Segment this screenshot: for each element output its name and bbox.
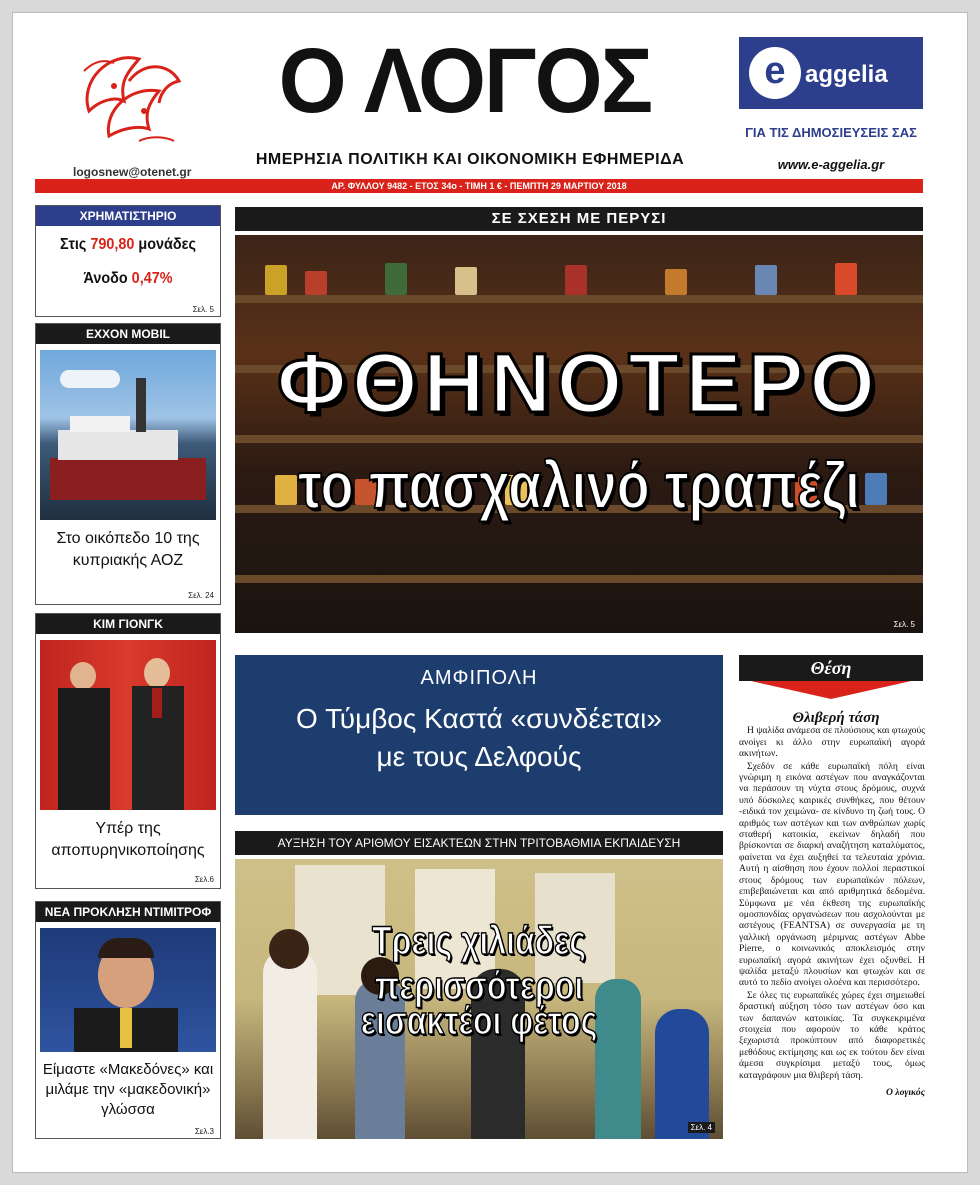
leaders-photo	[40, 640, 216, 810]
editorial-title: Θλιβερή τάση	[792, 710, 880, 726]
education-headline-1: Τρεις χιλιάδες περισσότεροι	[372, 919, 586, 1008]
exxon-text: Στο οικόπεδο 10 της κυπριακής ΑΟΖ	[56, 530, 200, 569]
dimitrov-photo	[40, 928, 216, 1052]
editorial-column	[739, 710, 925, 1099]
newspaper-tagline: ΗΜΕΡΗΣΙΑ ΠΟΛΙΤΙΚΗ ΚΑΙ ΟΙΚΟΝΟΜΙΚΗ ΕΦΗΜΕΡΙΔΑ	[255, 151, 685, 168]
editorial-paragraph: Σε όλες τις ευρωπαϊκές χώρες έχει σημειωθεί δραστική αύξηση τόσο των αστέγων όσο και των δαπανών κατοικίας. Τα συγκεκριμένα στοιχεία που αφορούν το κάθε κράτος ξεχωριστά προκύπτουν από διαφορετικές μεθόδους εκτίμησης και ως εκ τούτου δεν είναι άμεσα συγκρίσιμα μεταξύ τους, όμως καταγράφουν μια θλιβερή τάση.	[739, 989, 925, 1081]
editorial-signature: Ο λογικός	[885, 1087, 925, 1098]
ad-url[interactable]: www.e-aggelia.gr	[777, 157, 885, 172]
supermarket-photo[interactable]	[235, 235, 923, 633]
newspaper-title: Ο ΛΟΓΟΣ	[278, 30, 652, 132]
amfipoli-kicker: ΑΜΦΙΠΟΛΗ	[420, 667, 538, 689]
education-kicker: ΑΥΞΗΣΗ ΤΟΥ ΑΡΙΘΜΟΥ ΕΙΣΑΚΤΕΩΝ ΣΤΗΝ ΤΡΙΤΟΒΑΘΜΙΑ ΕΚΠΑΙΔΕΥΣΗ	[235, 831, 723, 855]
editorial-paragraph: Σχεδόν σε κάθε ευρωπαϊκή πόλη είναι γνώριμη η εικόνα αστέγων που αναγκάζονται να περάσουν τη νύχτα στους δρόμους, συχνά υπό δύσκολες καιρικές συνθήκες, που θέτουν -ειδικά τον χειμώνα- σε κίνδυνο τη ζωή τους. Ο αριθμός των αστέγων και των ανθρώπων χωρίς σταθερή κατοικία, εκείνων δηλαδή που βρίσκονται σε διαρκή αναζήτηση καταλύματος, φαίνεται να έχει αυξηθεί τα τελευταία χρόνια. Αυτή η αίσθηση που έχουν πολλοί περαστικοί στους δρόμους των ευρωπαϊκών πόλεων, επιβεβαιώνεται και από αριθμητικά δεδομένα. Σύμφωνα με νέα έκθεση της ευρωπαϊκής ομοσπονδίας οργανώσεων που ασχολούνται με αστέγους (FEANTSA) σε συνεργασία με τη γαλλική οργάνωση μέριμνας αστέγων Abbe Pierre, ο κοινωνικός αποκλεισμός στην ευρωπαϊκή αγορά ακινήτων έχει οξυνθεί. Η ψαλίδα μεταξύ πλουσίων και φτωχών και σε αυτό το πεδίο ανοίγει ολοένα και περισσότερο.	[739, 760, 925, 989]
issue-info-bar: ΑΡ. ΦΥΛΛΟΥ 9482 - ΕΤΟΣ 34ο - ΤΙΜΗ 1 € - ΠΕΜΠΤΗ 29 ΜΑΡΤΙΟΥ 2018	[35, 179, 923, 193]
kim-text: Υπέρ της αποπυρηνικοποίησης	[51, 820, 205, 859]
market-change-line: Άνοδο 0,47%	[83, 270, 173, 287]
ad-brand-name: aggelia	[805, 61, 888, 88]
lead-kicker: ΣΕ ΣΧΕΣΗ ΜΕ ΠΕΡΥΣΙ	[235, 207, 923, 231]
faces-logo-icon	[69, 41, 189, 159]
e-aggelia-ad[interactable]	[739, 37, 923, 109]
editorial-paragraph: Η ψαλίδα ανάμεσα σε πλούσιους και φτωχούς ανοίγει κι άλλο στην ευρωπαϊκή αγορά ακινήτων.	[739, 725, 925, 760]
page-ref: Σελ. 4	[688, 1122, 715, 1133]
amfipoli-headline-1: Ο Τύμβος Καστά «συνδέεται»	[296, 703, 662, 734]
market-index-value: 790,80	[90, 236, 135, 253]
amfipoli-story[interactable]	[235, 655, 723, 815]
newspaper-front-page	[12, 12, 968, 1173]
page-ref: Σελ. 24	[188, 591, 214, 600]
page-ref: Σελ. 5	[893, 620, 915, 629]
market-box[interactable]	[35, 205, 221, 317]
market-index-line: Στις 790,80 μονάδες	[60, 236, 196, 253]
dimitrov-text: Είμαστε «Μακεδόνες» και μιλάμε την «μακεδονική» γλώσσα	[42, 1061, 214, 1118]
lead-headline-sub: το πασχαλινό τραπέζι	[297, 448, 861, 522]
ad-slogan: ΓΙΑ ΤΙΣ ΔΗΜΟΣΙΕΥΣΕΙΣ ΣΑΣ	[745, 125, 917, 140]
red-triangle-icon	[751, 681, 911, 699]
amfipoli-headline-2: με τους Δελφούς	[376, 741, 582, 772]
contact-email[interactable]: logosnew@otenet.gr	[73, 165, 192, 179]
dimitrov-box[interactable]	[35, 901, 221, 1139]
editorial-label: Θέση	[739, 655, 923, 681]
dimitrov-header: ΝΕΑ ΠΡΟΚΛΗΣΗ ΝΤΙΜΙΤΡΟΦ	[36, 902, 220, 922]
editorial-header	[739, 655, 923, 699]
market-header: ΧΡΗΜΑΤΙΣΤΗΡΙΟ	[36, 206, 220, 226]
page-ref: Σελ.6	[194, 875, 214, 884]
drillship-photo	[40, 350, 216, 520]
kim-header: ΚΙΜ ΓΙΟΝΓΚ	[36, 614, 220, 634]
students-photo[interactable]	[235, 859, 723, 1139]
page-ref: Σελ. 5	[192, 305, 214, 314]
market-change-value: 0,47%	[131, 270, 173, 287]
e-logo-icon: e	[749, 47, 801, 99]
lead-headline-main: ΦΘΗΝΟΤΕΡΟ	[277, 336, 881, 430]
kim-box[interactable]	[35, 613, 221, 889]
exxon-header: EXXON MOBIL	[36, 324, 220, 344]
page-ref: Σελ.3	[194, 1127, 214, 1136]
exxon-box[interactable]	[35, 323, 221, 605]
education-headline-2: εισακτέοι φέτος	[360, 999, 598, 1043]
